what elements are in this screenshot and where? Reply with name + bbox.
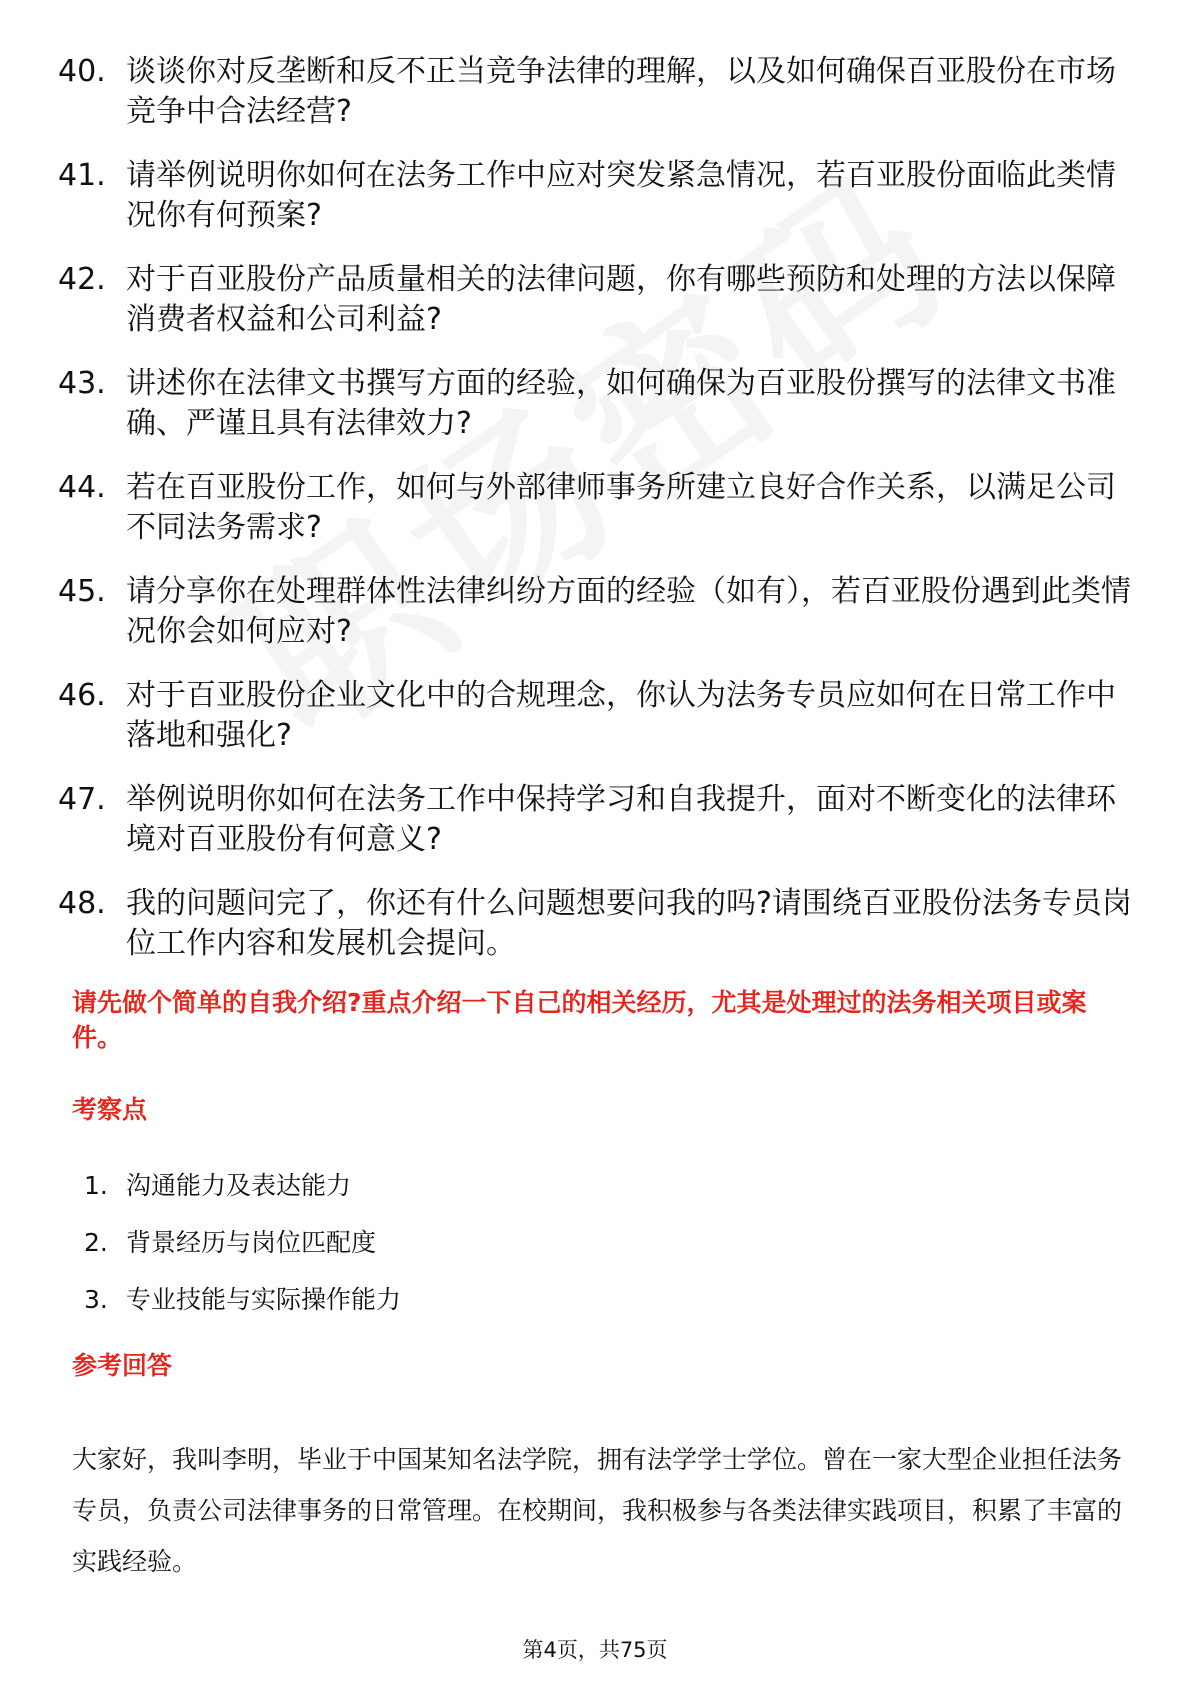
page-footer: 第4页，共75页: [522, 1638, 668, 1662]
question-number: 44.: [58, 470, 106, 505]
list-item: [84, 1168, 401, 1225]
question-number: 48.: [58, 886, 106, 921]
question-number: 42.: [58, 262, 106, 297]
question-text: 请分享你在处理群体性法律纠纷方面的经验（如有），若百亚股份遇到此类情况你会如何应对?: [126, 574, 1131, 649]
focus-points-title: 考察点: [72, 1095, 148, 1124]
question-list: [58, 52, 1138, 988]
question-text: 谈谈你对反垄断和反不正当竞争法律的理解，以及如何确保百亚股份在市场竞争中合法经营?: [126, 54, 1116, 129]
focus-points-list: [84, 1168, 401, 1339]
point-number: 3.: [84, 1285, 108, 1314]
question-number: 43.: [58, 366, 106, 401]
list-item: [84, 1225, 401, 1282]
list-item: [58, 156, 1138, 236]
list-item: [58, 676, 1138, 756]
question-text: 对于百亚股份产品质量相关的法律问题，你有哪些预防和处理的方法以保障消费者权益和公司利益?: [126, 262, 1116, 337]
list-item: [58, 780, 1138, 860]
question-text: 对于百亚股份企业文化中的合规理念，你认为法务专员应如何在日常工作中落地和强化?: [126, 678, 1116, 753]
question-number: 46.: [58, 678, 106, 713]
point-number: 2.: [84, 1228, 108, 1257]
list-item: [84, 1282, 401, 1339]
question-number: 47.: [58, 782, 106, 817]
point-text: 沟通能力及表达能力: [126, 1171, 352, 1200]
point-number: 1.: [84, 1171, 108, 1200]
question-text: 我的问题问完了，你还有什么问题想要问我的吗?请围绕百亚股份法务专员岗位工作内容和发展机会提问。: [126, 886, 1132, 961]
list-item: [58, 52, 1138, 132]
question-number: 40.: [58, 54, 106, 89]
list-item: [58, 884, 1138, 964]
answer-title: 参考回答: [72, 1351, 173, 1380]
highlight-question: 请先做个简单的自我介绍?重点介绍一下自己的相关经历，尤其是处理过的法务相关项目或案件。: [72, 988, 1087, 1052]
question-text: 举例说明你如何在法务工作中保持学习和自我提升，面对不断变化的法律环境对百亚股份有何意义?: [126, 782, 1116, 857]
list-item: [58, 468, 1138, 548]
question-text: 若在百亚股份工作，如何与外部律师事务所建立良好合作关系，以满足公司不同法务需求?: [126, 470, 1116, 545]
list-item: [58, 572, 1138, 652]
list-item: [58, 364, 1138, 444]
question-text: 请举例说明你如何在法务工作中应对突发紧急情况，若百亚股份面临此类情况你有何预案?: [126, 158, 1116, 233]
point-text: 背景经历与岗位匹配度: [126, 1228, 377, 1257]
question-number: 41.: [58, 158, 106, 193]
point-text: 专业技能与实际操作能力: [126, 1285, 402, 1314]
list-item: [58, 260, 1138, 340]
question-number: 45.: [58, 574, 106, 609]
answer-paragraph: 大家好，我叫李明，毕业于中国某知名法学院，拥有法学学士学位。曾在一家大型企业担任法务专员，负责公司法律事务的日常管理。在校期间，我积极参与各类法律实践项目，积累了丰富的实践经验。: [72, 1445, 1123, 1576]
question-text: 讲述你在法律文书撰写方面的经验，如何确保为百亚股份撰写的法律文书准确、严谨且具有法律效力?: [126, 366, 1116, 441]
